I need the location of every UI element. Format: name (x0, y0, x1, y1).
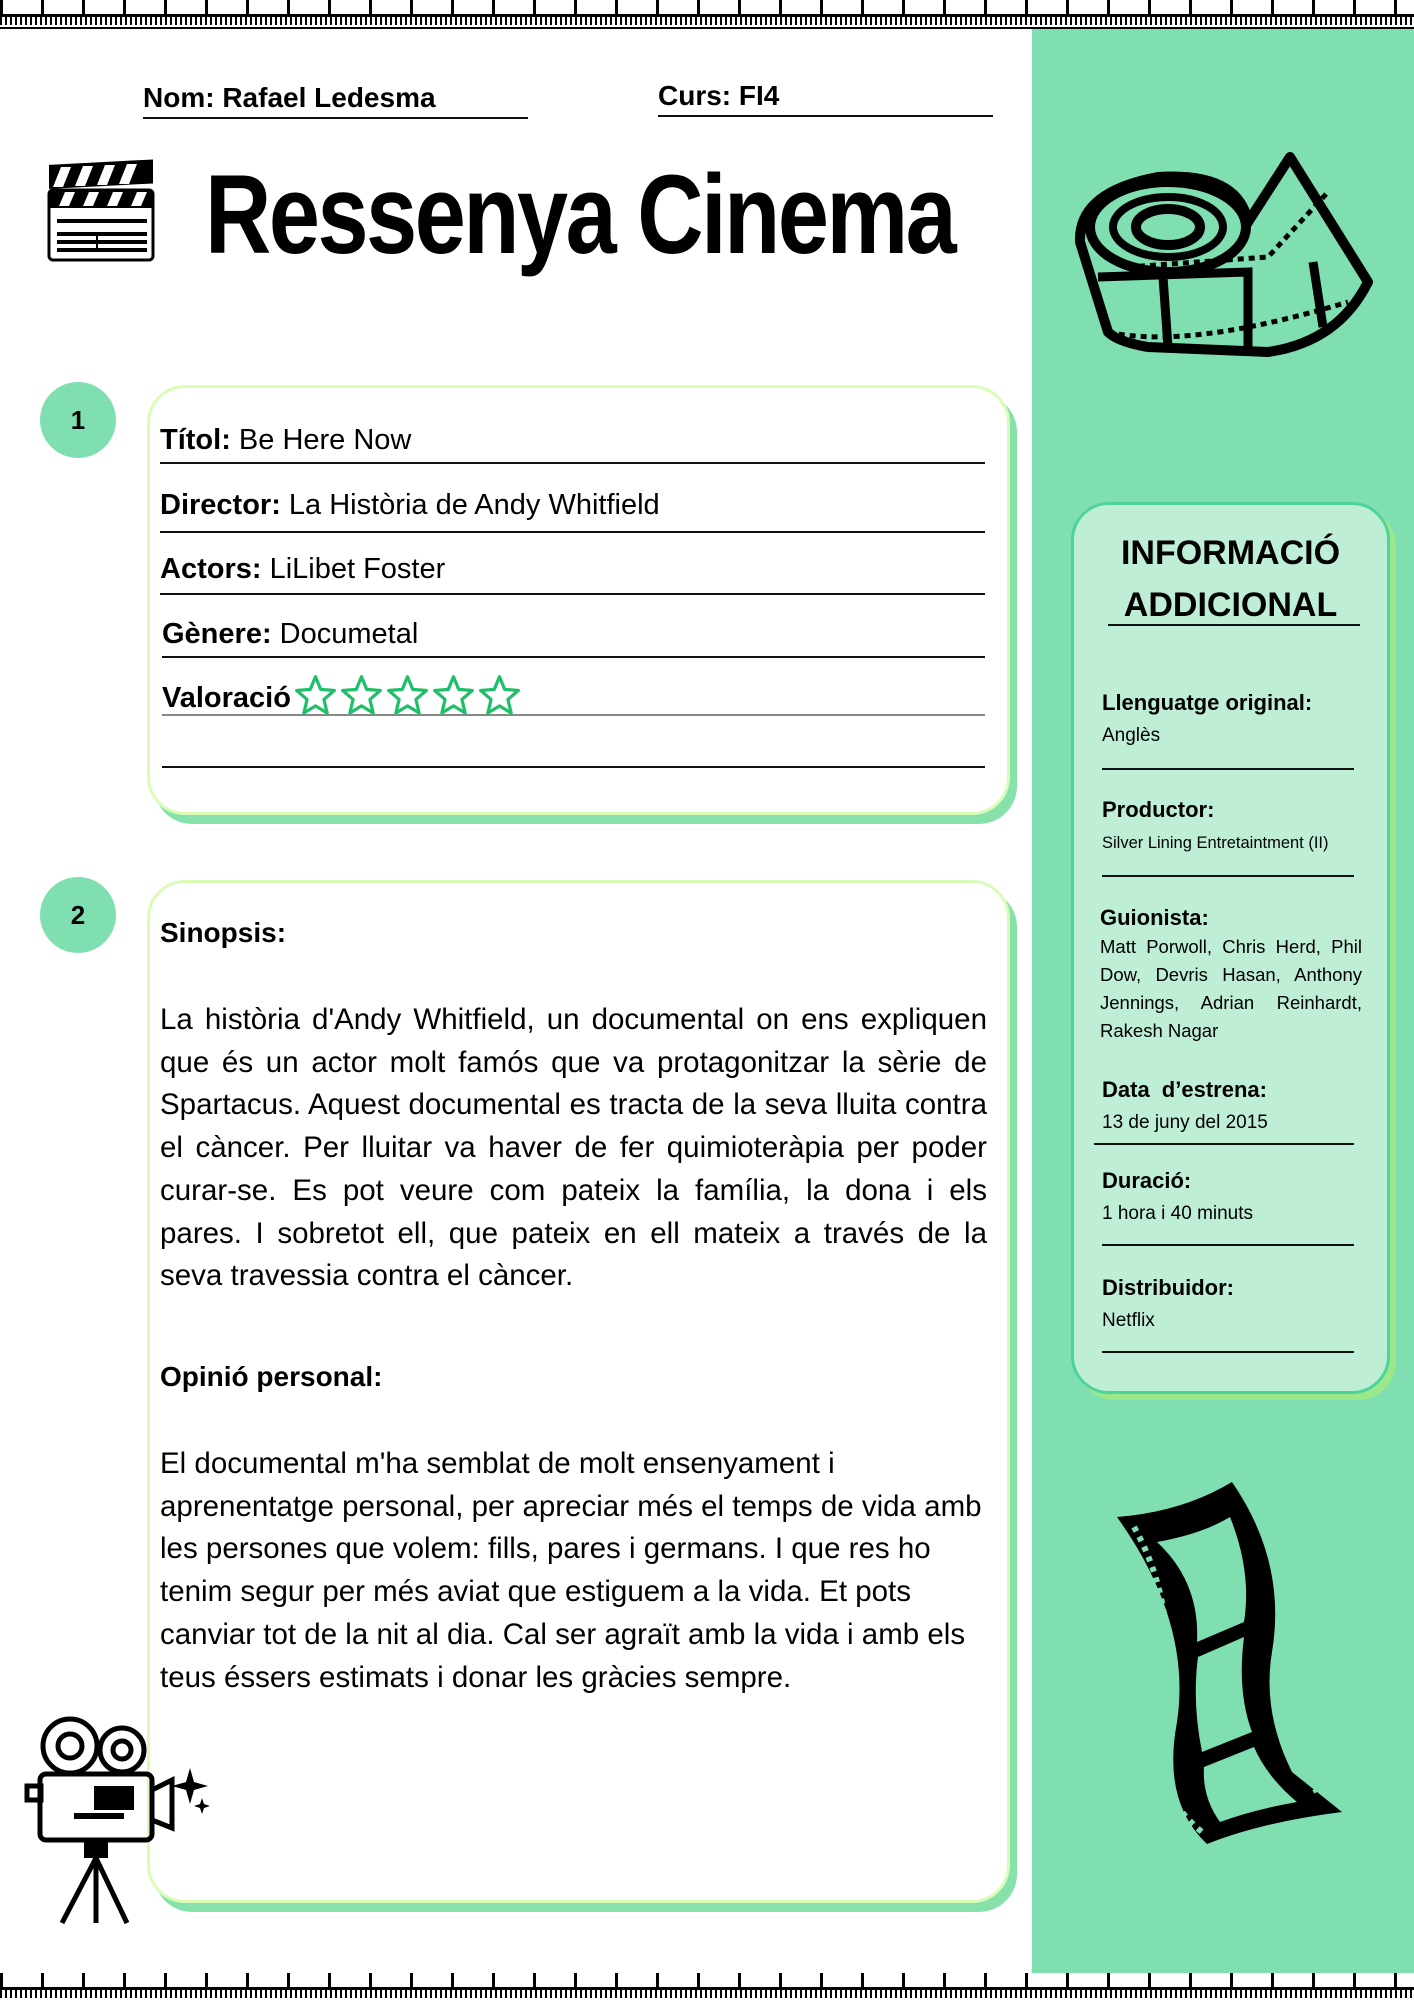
field-label: Distribuidor: (1102, 1275, 1234, 1300)
additional-info-card (1071, 502, 1390, 1394)
genre-value: Documetal (279, 618, 419, 650)
opinion-text: El documental m'ha semblat de molt ensenyament i aprenentatge personal, per apreciar més el temps de vida amb les persones que volem: fills, pares i germans. I que res ho tenim segur per més aviat que estiguem a la vida. Et pots canviar tot de la nit al dia. Cal ser agraït amb la vida i amb els teus éssers estimats i donar les gràcies sempre. (160, 1447, 982, 1694)
title-row (160, 424, 985, 464)
title-value: Be Here Now (238, 424, 412, 456)
actors-value: LiLibet Foster (269, 553, 446, 585)
field-label: Llenguatge original: (1102, 690, 1313, 715)
field-distributor (1102, 1275, 1354, 1353)
director-row (160, 489, 985, 533)
movie-camera-icon (22, 1708, 212, 1928)
star-icon[interactable] (340, 674, 383, 717)
additional-info-title: INFORMACIÓ ADDICIONAL (1120, 534, 1341, 624)
synopsis-heading: Sinopsis: (160, 917, 287, 948)
rating-row (162, 674, 985, 716)
opinion-heading: Opinió personal: (160, 1361, 383, 1392)
field-label: Duració: (1102, 1168, 1192, 1193)
field-value: 13 de juny del 2015 (1102, 1112, 1268, 1133)
course-label: Curs: FI4 (658, 80, 780, 111)
director-value: La Història de Andy Whitfield (288, 489, 660, 521)
synopsis-text: La història d'Andy Whitfield, un documental on ens expliquen que és un actor molt famós que va protagonitzar la sèrie de Spartacus. Aquest documental es tracta de la seva lluita contra el càncer. Per lluitar va haver de fer quimioteràpia per poder curar-se. Es pot veure com pateix la família, la dona i els pares. I sobretot ell, que pateix en ell mateix a través de la seva travessia contra el càncer. (160, 1003, 987, 1293)
section-number-2: 2 (40, 877, 116, 953)
star-icon[interactable] (294, 674, 337, 717)
name-underline (143, 117, 528, 119)
student-name: Nom: Rafael Ledesma (143, 82, 436, 113)
rating-label: Valoració (162, 682, 291, 714)
field-screenwriter (1100, 905, 1362, 1045)
field-duration (1102, 1168, 1354, 1246)
title-label: Títol: (160, 424, 231, 456)
field-label: Guionista: (1100, 905, 1209, 930)
title-underline (1108, 624, 1360, 626)
film-strip-top-border (0, 0, 1414, 29)
field-value: Matt Porwoll, Chris Herd, Phil Dow, Devris Hasan, Anthony Jennings, Adrian Reinhardt, Rakesh Nagar (1100, 936, 1362, 1041)
field-label: Data d’estrena: (1102, 1077, 1267, 1102)
field-label: Productor: (1102, 797, 1215, 822)
blank-line (162, 734, 985, 768)
field-release-date (1102, 1077, 1354, 1145)
review-card (147, 880, 1010, 1903)
genre-row (162, 618, 985, 658)
star-icon[interactable] (386, 674, 429, 717)
director-label: Director: (160, 489, 281, 521)
clapperboard-icon (47, 157, 157, 263)
actors-label: Actors: (160, 553, 262, 585)
star-rating[interactable] (291, 682, 521, 714)
film-reel-icon (1068, 152, 1373, 357)
field-value: Netflix (1102, 1310, 1155, 1331)
genre-label: Gènere: (162, 618, 272, 650)
field-value: Silver Lining Entretaintment (II) (1102, 834, 1329, 852)
film-strip-icon (1112, 1472, 1352, 1847)
star-icon[interactable] (432, 674, 475, 717)
field-value: 1 hora i 40 minuts (1102, 1203, 1254, 1224)
actors-row (160, 553, 985, 595)
movie-details-card (147, 385, 1010, 815)
star-icon[interactable] (478, 674, 521, 717)
field-producer (1102, 797, 1354, 877)
section-number-1: 1 (40, 382, 116, 458)
course-underline (658, 115, 993, 117)
film-strip-bottom-border (0, 1973, 1414, 2000)
field-value: Anglès (1102, 725, 1161, 746)
page-title: Ressenya Cinema (205, 152, 955, 277)
field-original-language (1102, 690, 1354, 770)
